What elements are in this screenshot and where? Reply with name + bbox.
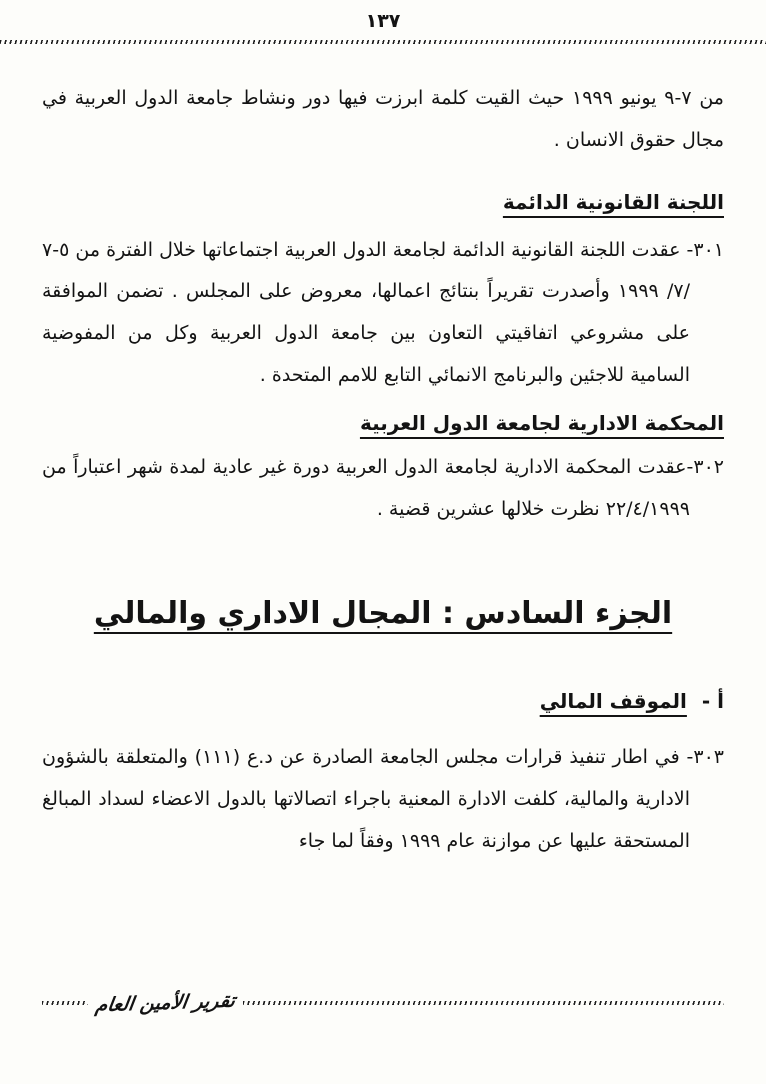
- subsection-a-heading-text: الموقف المالي: [539, 689, 687, 714]
- paragraph-302: ٣٠٢-عقدت المحكمة الادارية لجامعة الدول العربية دورة غير عادية لمدة شهر اعتباراً من ٢٢/٤/١٩٩٩ نظرت خلالها عشرين قضية .: [42, 455, 724, 520]
- page-number: ١٣٧: [365, 10, 401, 32]
- section-heading-administrative-court-text: المحكمة الادارية لجامعة الدول العربية: [359, 410, 724, 435]
- page-content: [0, 78, 766, 863]
- subsection-a-heading: [42, 689, 724, 713]
- part-six-heading: [42, 596, 724, 631]
- section-heading-legal-committee: [42, 190, 724, 214]
- paragraph-303: ٣٠٣- في اطار تنفيذ قرارات مجلس الجامعة الصادرة عن د.ع (١١١) والمتعلقة بالشؤون الادارية والمالية، كلفت الادارة المعنية باجراء اتصالاتها بالدول الاعضاء لسداد المبالغ المستحقة عليها عن موازنة عام ١٩٩٩ وفقاً لما جاء: [42, 746, 724, 852]
- section-heading-administrative-court: [42, 411, 724, 435]
- part-six-heading-text: الجزء السادس : المجال الاداري والمالي: [93, 596, 673, 632]
- top-divider-rule: [0, 40, 766, 44]
- section-heading-legal-committee-text: اللجنة القانونية الدائمة: [502, 189, 724, 214]
- footer-handwritten-signature: تقرير الأمين العام: [94, 989, 237, 1017]
- paragraph-301: ٣٠١- عقدت اللجنة القانونية الدائمة لجامعة الدول العربية اجتماعاتها خلال الفترة من ٥-٧ /٧/ ١٩٩٩ وأصدرت تقريراً بنتائج اعمالها، معروض على المجلس . تضمن الموافقة على مشروعي اتفاقيتي التعاون بين جامعة الدول العربية وكل من المفوضية السامية للاجئين والبرنامج الانمائي التابع للامم المتحدة .: [42, 238, 724, 386]
- intro-paragraph: من ٧-٩ يونيو ١٩٩٩ حيث القيت كلمة ابرزت فيها دور ونشاط جامعة الدول العربية في مجال حقوق الانسان .: [42, 87, 724, 151]
- footer-rule-left-segment: [42, 1001, 88, 1005]
- subsection-a-prefix: أ -: [701, 689, 724, 714]
- footer-divider: [42, 989, 724, 1017]
- footer-rule-right-segment: [243, 1001, 724, 1005]
